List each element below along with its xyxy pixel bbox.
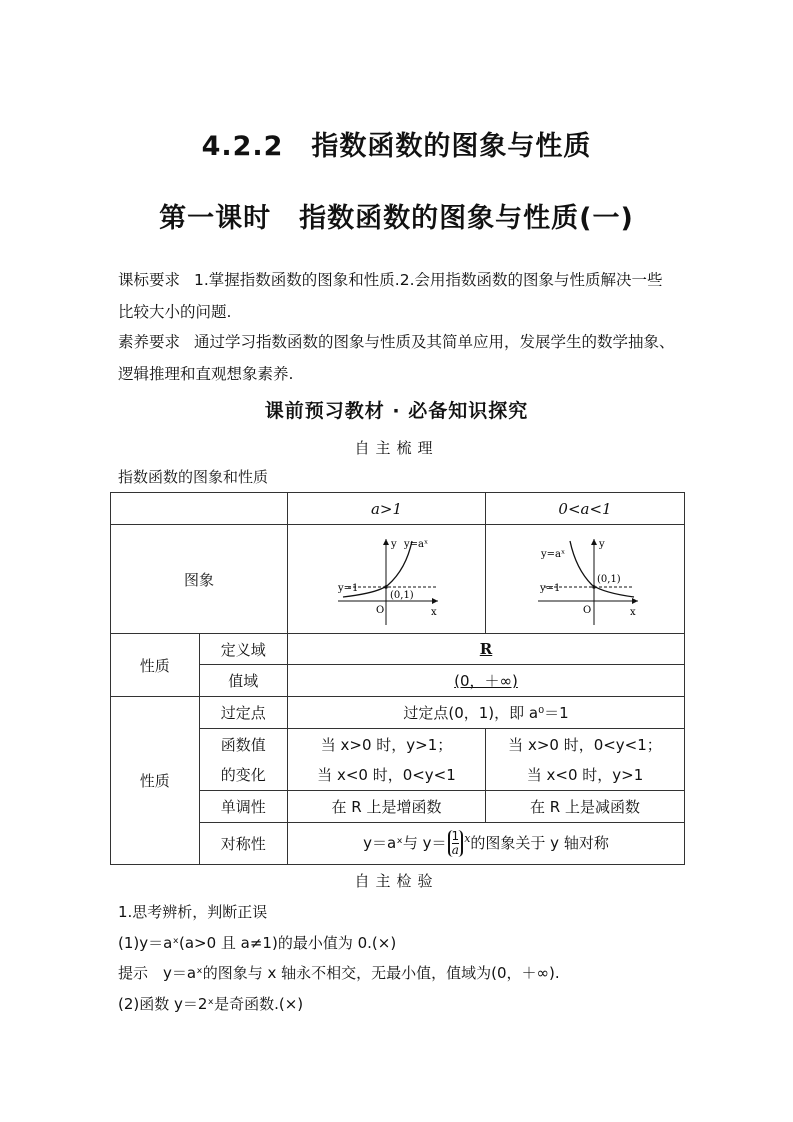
y-equals-1-label: y=1 bbox=[540, 583, 561, 594]
symmetry-value: y＝aˣ与 y＝ $\frac{1}{a}$ $^x$的图象关于 y 轴对称 bbox=[288, 823, 685, 865]
subsection-self-check: 自主检验 bbox=[354, 872, 439, 890]
graph-row bbox=[111, 525, 685, 634]
fixed-point-value: 过定点(0，1)，即 a⁰＝1 bbox=[288, 697, 685, 729]
property-group-label-1: 性质 bbox=[111, 634, 200, 697]
graph-increasing bbox=[288, 525, 485, 629]
fraction-one-over-a: $\frac{1}{a}$ bbox=[448, 830, 464, 857]
properties-table bbox=[110, 492, 685, 865]
range-value: (0，＋∞) bbox=[288, 665, 685, 697]
y-equals-1-label: y=1 bbox=[338, 583, 359, 594]
y-axis-label: y bbox=[599, 539, 605, 550]
domain-value: R bbox=[288, 634, 685, 665]
literacy-requirement bbox=[118, 326, 678, 390]
lesson-subtitle: 第一课时 指数函数的图象与性质(一) bbox=[159, 203, 634, 234]
exercise-heading: 1.思考辨析，判断正误 bbox=[118, 903, 268, 921]
header-a-gt-1: a>1 bbox=[288, 493, 486, 525]
monotonicity-decreasing: 在 R 上是减函数 bbox=[486, 791, 685, 823]
curriculum-requirement bbox=[118, 264, 678, 328]
property-group-label-2: 性质 bbox=[111, 697, 200, 865]
exercise-1-hint: 提示 y＝aˣ的图象与 x 轴永不相交，无最小值，值域为(0，＋∞). bbox=[118, 964, 560, 982]
x-axis-label: x bbox=[630, 607, 636, 618]
subsection-self-review: 自主梳理 bbox=[354, 439, 439, 457]
domain-label: 定义域 bbox=[199, 634, 288, 665]
lesson-title: 4.2.2 指数函数的图象与性质 bbox=[201, 131, 592, 162]
table-intro: 指数函数的图象和性质 bbox=[118, 468, 269, 486]
value-change-label: 函数值 的变化 bbox=[199, 729, 288, 791]
range-label: 值域 bbox=[199, 665, 288, 697]
y-axis-label: y bbox=[391, 539, 397, 550]
value-change-decreasing: 当 x>0 时，0<y<1； 当 x<0 时，y>1 bbox=[486, 729, 685, 791]
literacy-text: 通过学习指数函数的图象与性质及其简单应用，发展学生的数学抽象、逻辑推理和直观想象素养. bbox=[118, 333, 675, 383]
x-axis-label: x bbox=[431, 607, 437, 618]
point-label: (0,1) bbox=[597, 574, 621, 585]
point-label: (0,1) bbox=[390, 590, 414, 601]
curriculum-text: 1.掌握指数函数的图象和性质.2.会用指数函数的图象与性质解决一些比较大小的问题. bbox=[118, 271, 663, 321]
exercise-2: (2)函数 y＝2ˣ是奇函数.(×) bbox=[118, 995, 304, 1013]
curve-label: y=aˣ bbox=[541, 549, 566, 560]
graph-decreasing-cell bbox=[486, 525, 685, 634]
symmetry-label: 对称性 bbox=[199, 823, 288, 865]
graph-decreasing bbox=[486, 525, 684, 629]
header-empty-cell bbox=[111, 493, 288, 525]
domain-row bbox=[111, 634, 685, 665]
exercise-1: (1)y＝aˣ(a>0 且 a≠1)的最小值为 0.(×) bbox=[118, 934, 397, 952]
literacy-label: 素养要求 bbox=[118, 333, 181, 351]
origin-label: O bbox=[376, 605, 385, 616]
graph-increasing-cell bbox=[288, 525, 486, 634]
monotonicity-increasing: 在 R 上是增函数 bbox=[288, 791, 486, 823]
section-title: 课前预习教材 · 必备知识探究 bbox=[264, 400, 529, 422]
fixed-point-row bbox=[111, 697, 685, 729]
monotonicity-label: 单调性 bbox=[199, 791, 288, 823]
curve-label: y=aˣ bbox=[404, 539, 429, 550]
value-change-increasing: 当 x>0 时，y>1； 当 x<0 时，0<y<1 bbox=[288, 729, 486, 791]
fixed-point-label: 过定点 bbox=[199, 697, 288, 729]
origin-label: O bbox=[583, 605, 592, 616]
graph-row-label: 图象 bbox=[111, 525, 288, 634]
header-a-lt-1: 0<a<1 bbox=[486, 493, 685, 525]
curriculum-label: 课标要求 bbox=[118, 271, 181, 289]
header-row bbox=[111, 493, 685, 525]
